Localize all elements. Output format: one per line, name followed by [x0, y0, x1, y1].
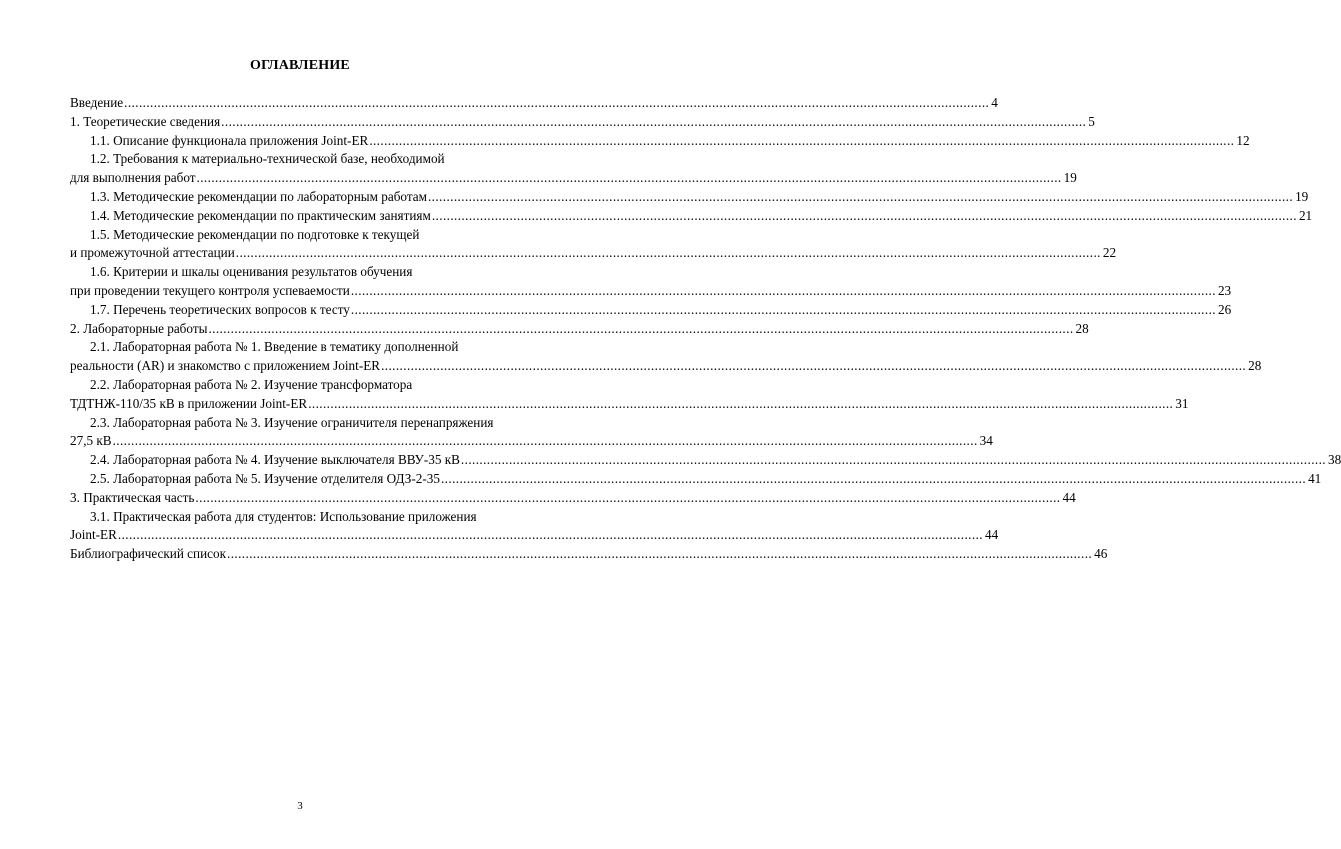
toc-entry: [70, 357, 1262, 376]
toc-entry-page: 4: [991, 95, 998, 110]
toc-entry-text: 1.4. Методические рекомендации по практическим занятиям: [90, 207, 431, 223]
toc-entry-page: 5: [1088, 113, 1095, 129]
toc-leader-dots: [432, 207, 1297, 226]
toc-entry-text: и промежуточной аттестации: [70, 245, 235, 261]
toc-entry-page: 38: [1328, 452, 1341, 468]
toc-leader-dots: [118, 526, 983, 545]
toc-leader-dots: [381, 357, 1246, 376]
toc-entry-text: ТДТНЖ-110/35 кВ в приложении Joint-ER: [70, 395, 308, 411]
toc-entry-text: 1.7. Перечень теоретических вопросов к тесту: [90, 301, 350, 317]
toc-entry: [70, 244, 1117, 263]
page-number: 3: [297, 800, 303, 812]
toc-leader-dots: [461, 451, 1326, 470]
toc-entry-page: 28: [1248, 358, 1262, 374]
toc-entry-lead: 2.2. Лабораторная работа № 2. Изучение трансформатора: [90, 376, 413, 392]
toc-entry-page: 21: [1298, 207, 1313, 223]
toc-entry-page: 19: [1063, 170, 1077, 186]
toc-entry: [70, 113, 1095, 132]
toc-entry-page: 23: [1217, 282, 1232, 298]
table-of-contents: [70, 94, 1341, 564]
toc-entry-text: Введение: [70, 95, 124, 110]
toc-entry-lead: 1.6. Критерии и шкалы оценивания результатов обучения: [90, 264, 413, 280]
toc-entry-text: 27,5 кВ: [70, 433, 112, 449]
toc-entry-text: Библиографический список: [70, 546, 227, 562]
toc-entry-page: 46: [1094, 546, 1108, 562]
toc-entry-text: 2.4. Лабораторная работа № 4. Изучение выключателя ВВУ-35 кВ: [90, 452, 460, 468]
toc-leader-dots: [208, 320, 1073, 339]
toc-entry: [70, 207, 1313, 226]
toc-entry-page: 41: [1308, 470, 1322, 486]
toc-leader-dots: [351, 301, 1216, 320]
toc-entry: [70, 489, 1076, 508]
toc-entry: [70, 169, 1077, 188]
toc-entry-lead: 1.5. Методические рекомендации по подготовке к текущей: [90, 226, 420, 242]
toc-entry: [70, 395, 1189, 414]
toc-entry: [70, 470, 1322, 489]
toc-entry-text: 2.5. Лабораторная работа № 5. Изучение отделителя ОДЗ-2-35: [90, 470, 440, 486]
toc-entry-lead: 1.2. Требования к материально-технической базе, необходимой: [90, 151, 445, 167]
toc-entry: [70, 188, 1309, 207]
toc-leader-dots: [124, 94, 989, 113]
toc-entry-text: 1. Теоретические сведения: [70, 113, 221, 129]
toc-entry-text: при проведении текущего контроля успеваемости: [70, 282, 350, 298]
toc-entry-page: 44: [984, 527, 999, 543]
toc-entry: [70, 432, 993, 451]
toc-leader-dots: [197, 169, 1062, 188]
toc-entry-text: для выполнения работ: [70, 170, 196, 186]
toc-entry: [70, 451, 1341, 470]
toc-entry: [70, 545, 1108, 564]
toc-leader-dots: [195, 489, 1060, 508]
toc-leader-dots: [308, 395, 1173, 414]
toc-entry-page: 31: [1175, 395, 1189, 411]
toc-leader-dots: [227, 545, 1092, 564]
toc-entry-page: 12: [1236, 132, 1250, 148]
toc-entry-text: 2. Лабораторные работы: [70, 320, 208, 336]
toc-entry: [70, 320, 1089, 339]
toc-leader-dots: [428, 188, 1293, 207]
toc-entry: [70, 132, 1250, 151]
toc-entry: [70, 282, 1232, 301]
toc-entry: [70, 94, 998, 113]
toc-entry-lead: 2.3. Лабораторная работа № 3. Изучение ограничителя перенапряжения: [90, 414, 494, 430]
toc-entry-page: 44: [1062, 489, 1076, 505]
toc-entry-text: 1.3. Методические рекомендации по лабораторным работам: [90, 188, 427, 204]
toc-entry-page: 19: [1295, 188, 1309, 204]
toc-entry: [70, 301, 1232, 320]
toc-leader-dots: [369, 132, 1234, 151]
toc-leader-dots: [221, 113, 1086, 132]
toc-entry-lead: 2.1. Лабораторная работа № 1. Введение в тематику дополненной: [90, 339, 459, 355]
toc-leader-dots: [236, 244, 1101, 263]
toc-leader-dots: [441, 470, 1306, 489]
toc-entry-text: 1.1. Описание функционала приложения Joint-ER: [90, 132, 369, 148]
toc-entry-text: 3. Практическая часть: [70, 489, 195, 505]
toc-entry-page: 34: [979, 433, 993, 449]
toc-entry-text: реальности (AR) и знакомство с приложением Joint-ER: [70, 358, 381, 374]
toc-leader-dots: [351, 282, 1216, 301]
toc-entry-page: 28: [1075, 320, 1089, 336]
toc-leader-dots: [113, 432, 978, 451]
page-title: ОГЛАВЛЕНИЕ: [250, 58, 350, 73]
toc-entry-page: 26: [1217, 301, 1232, 317]
toc-entry: [70, 526, 999, 545]
toc-entry-text: Joint-ER: [70, 527, 117, 543]
toc-entry-page: 22: [1102, 245, 1117, 261]
toc-entry-lead: 3.1. Практическая работа для студентов: Использование приложения: [90, 508, 477, 524]
